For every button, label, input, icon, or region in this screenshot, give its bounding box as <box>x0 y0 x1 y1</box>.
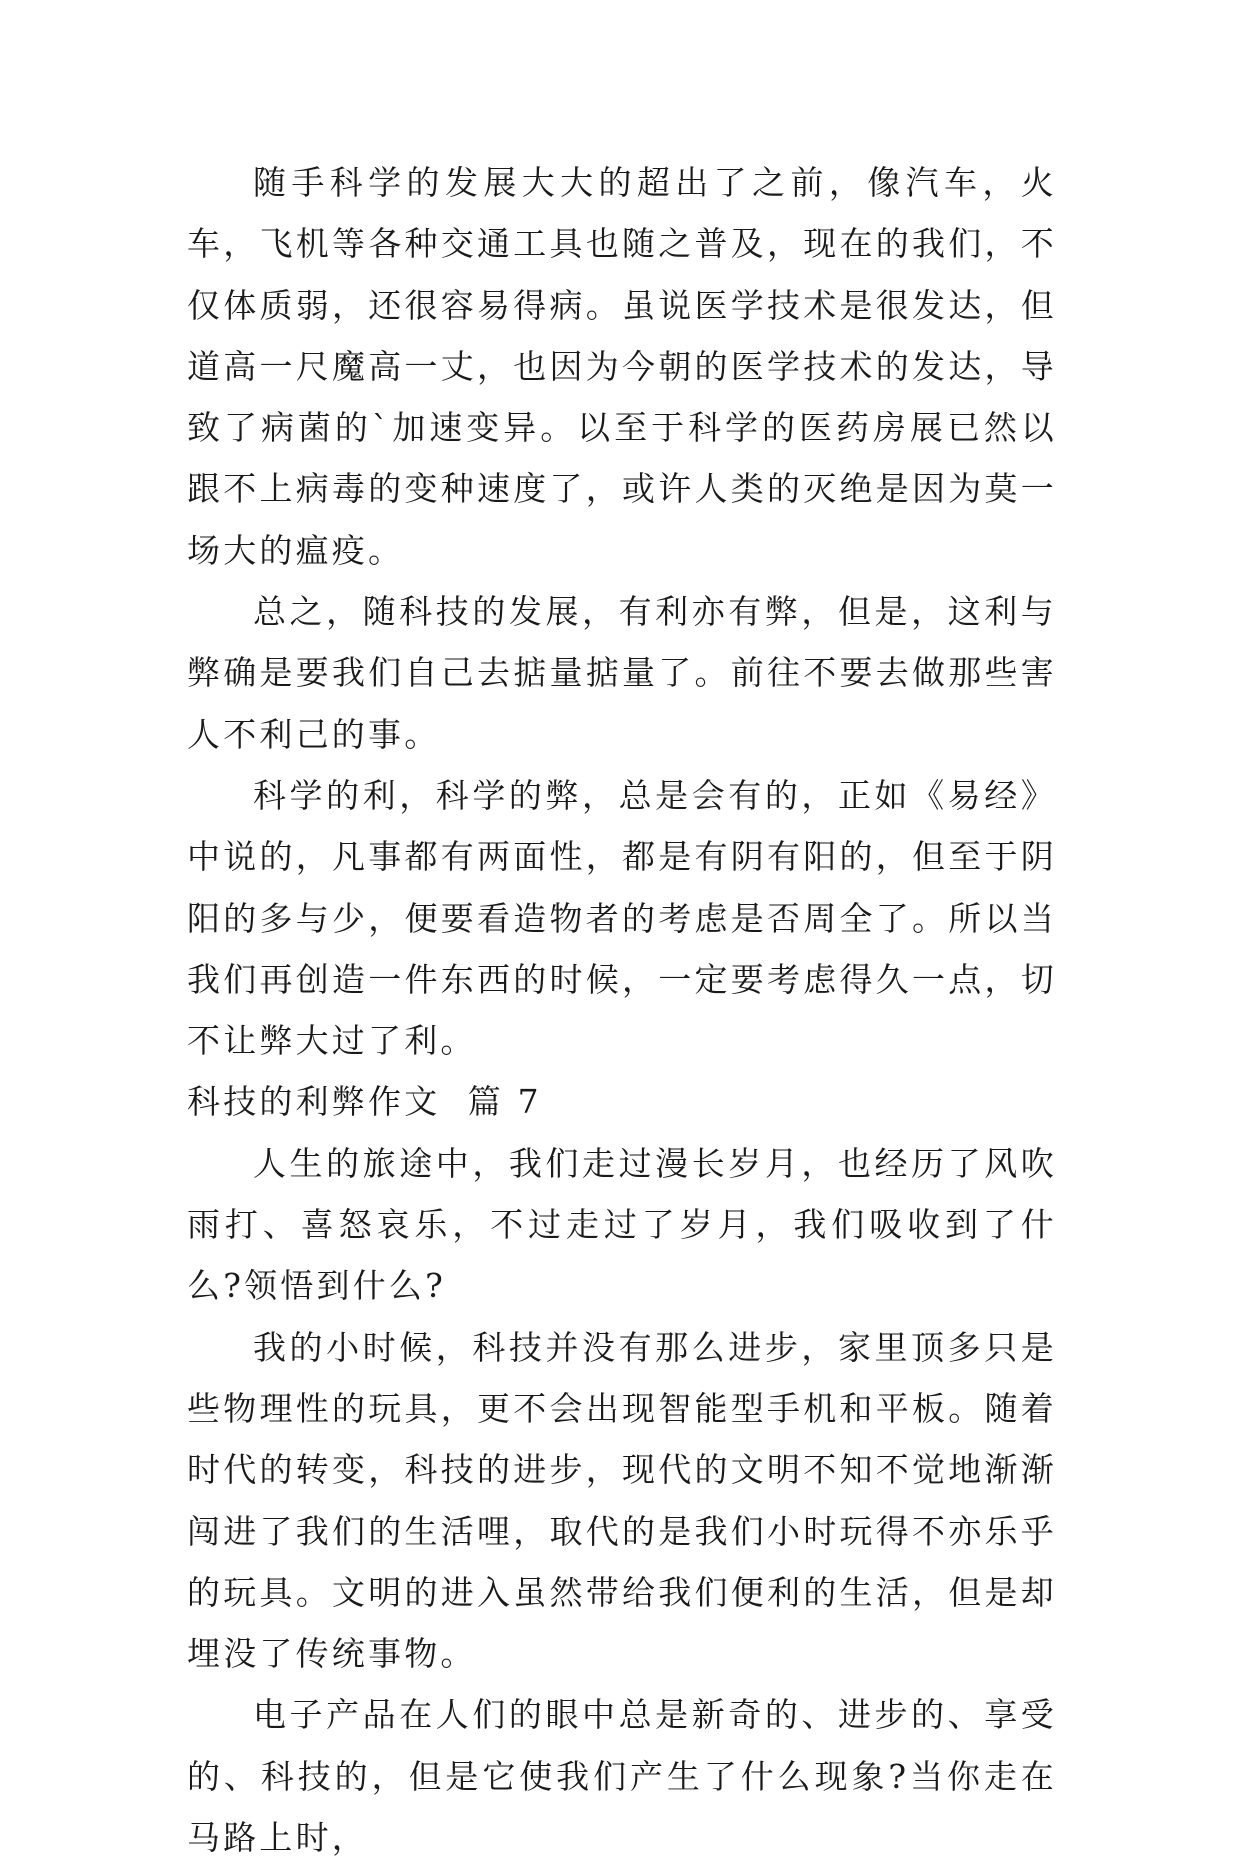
paragraph: 随手科学的发展大大的超出了之前，像汽车，火车，飞机等各种交通工具也随之普及，现在的我们，不仅体质弱，还很容易得病。虽说医学技术是很发达，但道高一尺魔高一丈，也因为今朝的医学技术的发达，导致了病菌的`加速变异。以至于科学的医药房展已然以跟不上病毒的变种速度了，或许人类的灭绝是因为莫一场大的瘟疫。 <box>187 163 1057 570</box>
paragraph: 人生的旅途中，我们走过漫长岁月，也经历了风吹雨打、喜怒哀乐，不过走过了岁月，我们吸收到了什么?领悟到什么? <box>187 1143 1057 1306</box>
paragraph: 总之，随科技的发展，有利亦有弊，但是，这利与弊确是要我们自己去掂量掂量了。前往不要去做那些害人不利己的事。 <box>187 592 1057 754</box>
document-body <box>187 152 1057 1868</box>
section-heading: 科技的利弊作文 篇 7 <box>187 1082 542 1122</box>
paragraph: 科学的利，科学的弊，总是会有的，正如《易经》中说的，凡事都有两面性，都是有阴有阳的，但至于阴阳的多与少，便要看造物者的考虑是否周全了。所以当我们再创造一件东西的时候，一定要考虑得久一点，切不让弊大过了利。 <box>187 775 1057 1061</box>
paragraph: 我的小时候，科技并没有那么进步，家里顶多只是些物理性的玩具，更不会出现智能型手机和平板。随着时代的转变，科技的进步，现代的文明不知不觉地渐渐闯进了我们的生活哩，取代的是我们小时玩得不亦乐乎的玩具。文明的进入虽然带给我们便利的生活，但是却埋没了传统事物。 <box>187 1327 1057 1674</box>
paragraph: 电子产品在人们的眼中总是新奇的、进步的、享受的、科技的，但是它使我们产生了什么现象?当你走在马路上时， <box>187 1695 1057 1858</box>
